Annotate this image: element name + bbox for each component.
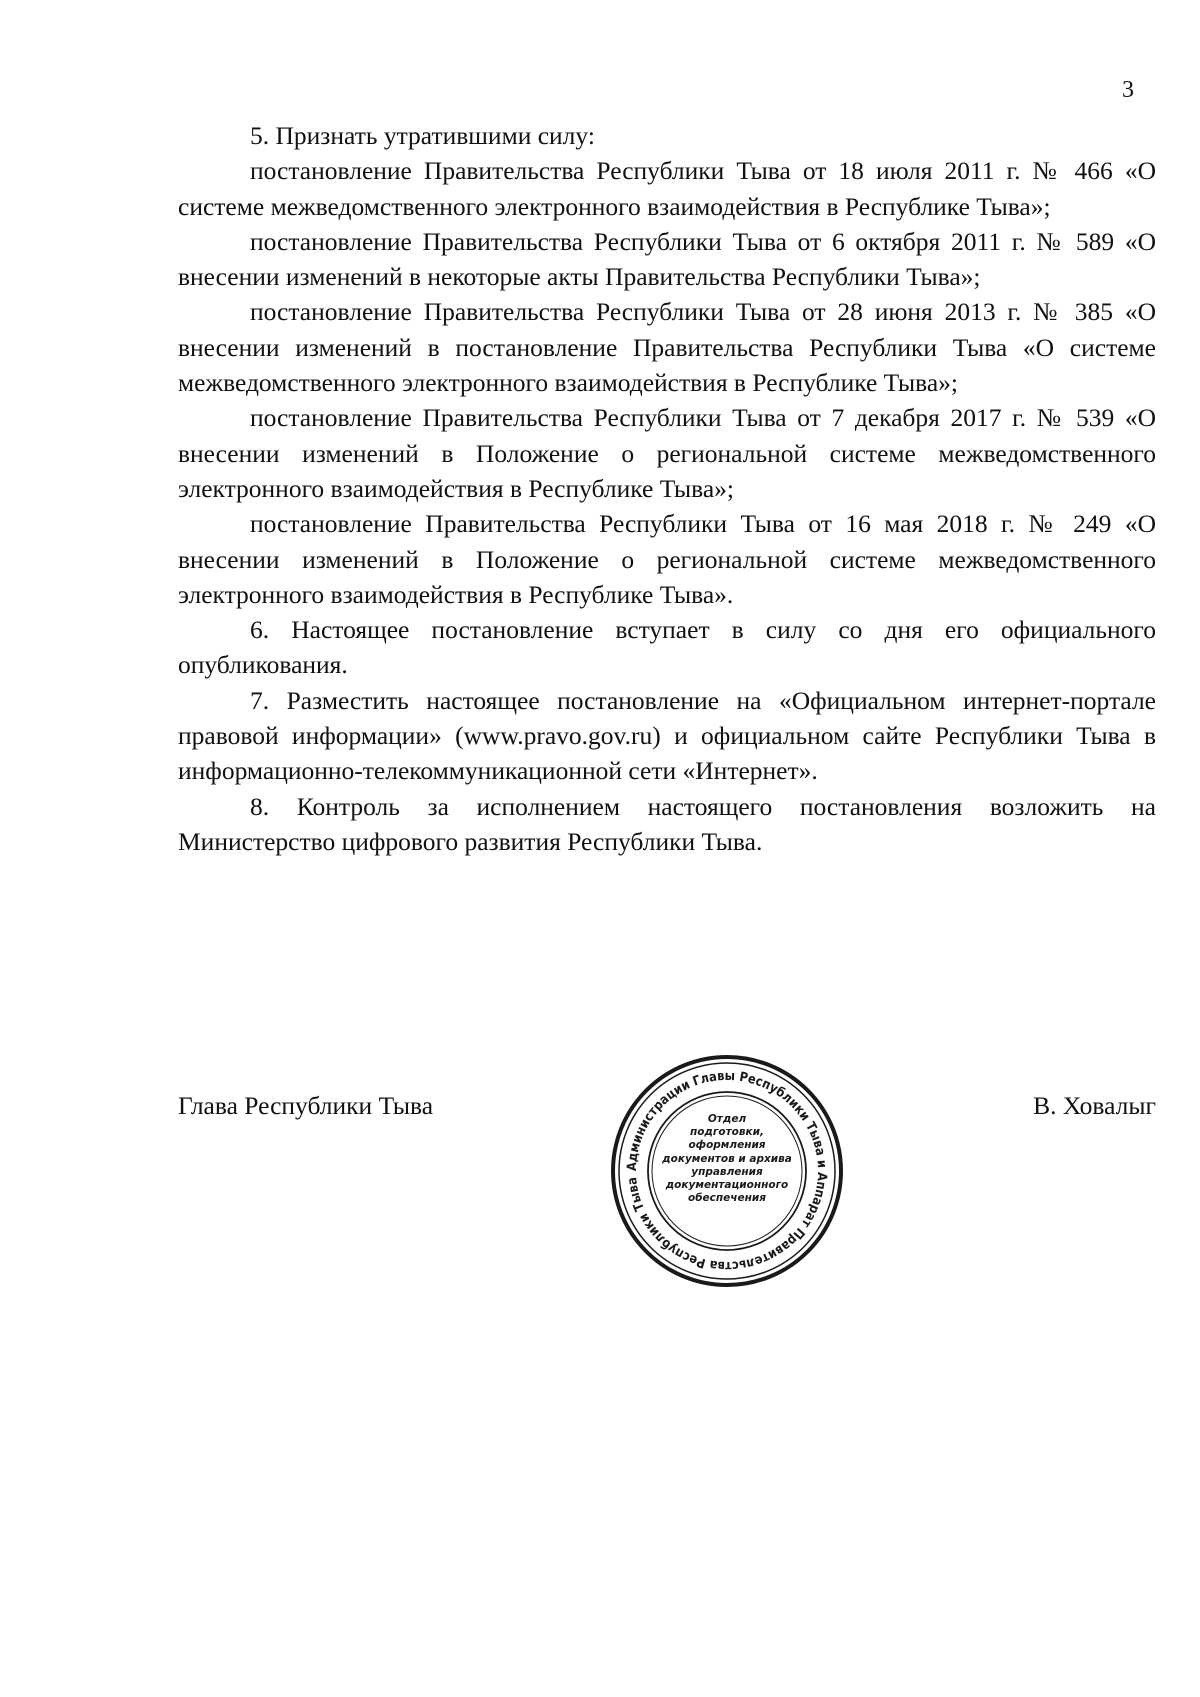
document-body: [178, 118, 1156, 859]
stamp-line: обеспечения: [688, 1192, 766, 1205]
paragraph-6: 6. Настоящее постановление вступает в силу со дня его официального опубликования.: [178, 615, 1156, 680]
paragraph-8: 8. Контроль за исполнением настоящего постановления возложить на Министерство цифрового развития Республики Тыва.: [178, 791, 1156, 856]
stamp-line: управления: [691, 1165, 763, 1178]
repealed-act-249: постановление Правительства Республики Тыва от 16 мая 2018 г. № 249 «О внесении изменений в Положение о региональной системе межведомственного электронного взаимодействия в Республике Тыва».: [178, 509, 1156, 609]
page-number: 3: [1122, 77, 1134, 103]
stamp-line: Отдел: [707, 1113, 747, 1125]
repealed-act-539: постановление Правительства Республики Тыва от 7 декабря 2017 г. № 539 «О внесении изменений в Положение о региональной системе межведомственного электронного взаимодействия в Республике Тыва»;: [178, 403, 1156, 503]
stamp-ring-text: Администрации Главы Республики Тыва и Аппарат Правительства Республики Тыва: [624, 1068, 830, 1274]
stamp-center-text: [653, 1113, 801, 1205]
stamp-line: документационного: [665, 1179, 789, 1192]
paragraph-7: 7. Разместить настоящее постановление на «Официальном интернет-портале правовой информации» (www.pravo.gov.ru) и официальном сайте Республики Тыва в информационно-телекоммуникационной сети «Интернет».: [178, 685, 1156, 786]
stamp-line: документов и архива: [662, 1152, 792, 1165]
repealed-act-466: постановление Правительства Республики Тыва от 18 июля 2011 г. № 466 «О системе межведомственного электронного взаимодействия в Республике Тыва»;: [178, 156, 1156, 221]
signatory-name: В. Ховалыг: [1033, 1091, 1156, 1120]
signatory-title: Глава Республики Тыва: [178, 1091, 434, 1120]
repealed-act-385: постановление Правительства Республики Тыва от 28 июня 2013 г. № 385 «О внесении изменений в постановление Правительства Республики Тыва «О системе межведомственного электронного взаимодействия в Республике Тыва»;: [178, 297, 1156, 398]
stamp-line: подготовки,: [689, 1126, 765, 1139]
paragraph-5: 5. Признать утратившими силу:: [250, 121, 595, 150]
repealed-act-589: постановление Правительства Республики Тыва от 6 октября 2011 г. № 589 «О внесении изменений в некоторые акты Правительства Республики Тыва»;: [178, 226, 1156, 292]
stamp-line: оформления: [688, 1139, 766, 1152]
official-stamp: [609, 1053, 845, 1289]
